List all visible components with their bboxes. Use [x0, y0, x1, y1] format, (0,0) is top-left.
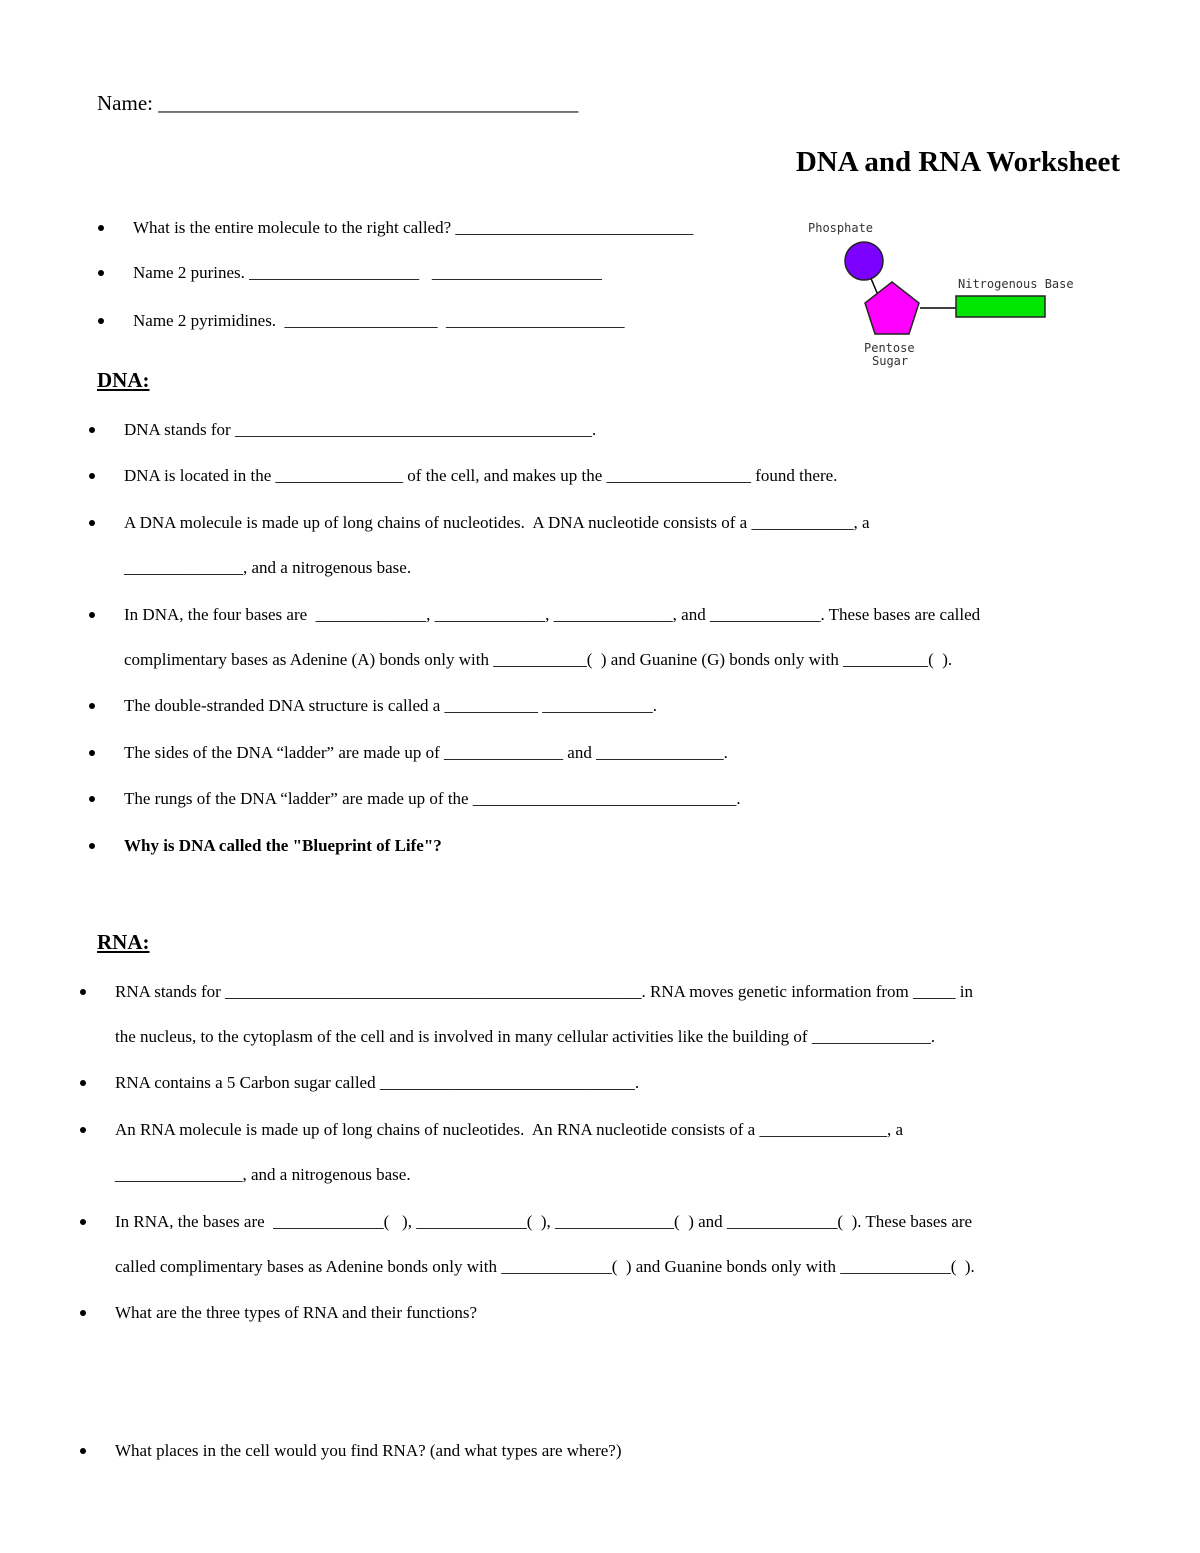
rna-item: RNA stands for _________________________________________________. RNA moves genetic information from _____ in	[115, 982, 973, 1001]
bullet	[98, 270, 104, 276]
dna-blueprint-question: Why is DNA called the "Blueprint of Life"?	[124, 836, 442, 855]
bullet	[89, 703, 95, 709]
dna-item: The rungs of the DNA “ladder” are made up of the _______________________________.	[124, 789, 741, 808]
nitrogenous-base-rectangle	[956, 296, 1045, 317]
bullet	[80, 1080, 86, 1086]
dna-item: DNA stands for __________________________________________.	[124, 420, 597, 439]
rna-item-continued: _______________, and a nitrogenous base.	[115, 1165, 411, 1184]
rna-item: An RNA molecule is made up of long chains of nucleotides. An RNA nucleotide consists of a _______________, a	[115, 1120, 904, 1139]
question-purines: Name 2 purines. ____________________ ____________________	[133, 263, 602, 282]
bullet	[89, 796, 95, 802]
question-pyrimidines: Name 2 pyrimidines. __________________ _____________________	[133, 311, 625, 330]
bullet	[89, 750, 95, 756]
page-title: DNA and RNA Worksheet	[795, 146, 1120, 178]
rna-item-continued: the nucleus, to the cytoplasm of the cell and is involved in many cellular activities like the building of ______________.	[115, 1027, 936, 1046]
rna-heading: RNA:	[97, 930, 150, 954]
dna-item-continued: ______________, and a nitrogenous base.	[124, 558, 412, 577]
bullet	[80, 1310, 86, 1316]
dna-item: In DNA, the four bases are _____________, _____________, ______________, and _____________. These bases are called	[124, 605, 981, 624]
pentose-sugar-pentagon	[865, 282, 919, 334]
bullet	[89, 843, 95, 849]
dna-item: DNA is located in the _______________ of the cell, and makes up the _________________ found there.	[124, 466, 838, 485]
rna-item: What are the three types of RNA and their functions?	[115, 1303, 478, 1322]
bullet	[80, 989, 86, 995]
rna-item: In RNA, the bases are _____________( ), _____________( ), ______________( ) and _____________( ). These bases are	[115, 1212, 973, 1231]
dna-item: The double-stranded DNA structure is called a ___________ _____________.	[124, 696, 658, 715]
bullet	[89, 520, 95, 526]
name-line: Name: ________________________________________	[97, 91, 579, 115]
sugar-label: Sugar	[872, 354, 909, 368]
bullet	[89, 427, 95, 433]
bullet	[89, 473, 95, 479]
bullet	[89, 612, 95, 618]
bullet	[80, 1127, 86, 1133]
dna-heading: DNA:	[97, 368, 150, 392]
pentose-label: Pentose	[864, 341, 915, 355]
rna-item: RNA contains a 5 Carbon sugar called ______________________________.	[115, 1073, 640, 1092]
phosphate-label: Phosphate	[808, 221, 874, 235]
dna-item: The sides of the DNA “ladder” are made up of ______________ and _______________.	[124, 743, 728, 762]
rna-item: What places in the cell would you find RNA? (and what types are where?)	[115, 1441, 622, 1460]
phosphate-circle	[845, 242, 883, 280]
rna-item-continued: called complimentary bases as Adenine bonds only with _____________( ) and Guanine bonds only with _____________( ).	[115, 1257, 975, 1276]
nucleotide-diagram	[800, 215, 1120, 380]
nitrogenous-base-label: Nitrogenous Base	[958, 277, 1074, 291]
question-molecule-name: What is the entire molecule to the right called? ____________________________	[133, 218, 694, 237]
bullet	[80, 1219, 86, 1225]
bullet	[98, 225, 104, 231]
bullet	[80, 1448, 86, 1454]
bullet	[98, 318, 104, 324]
dna-item-continued: complimentary bases as Adenine (A) bonds only with ___________( ) and Guanine (G) bonds only with __________( ).	[124, 650, 953, 669]
dna-item: A DNA molecule is made up of long chains of nucleotides. A DNA nucleotide consists of a ____________, a	[124, 513, 870, 532]
